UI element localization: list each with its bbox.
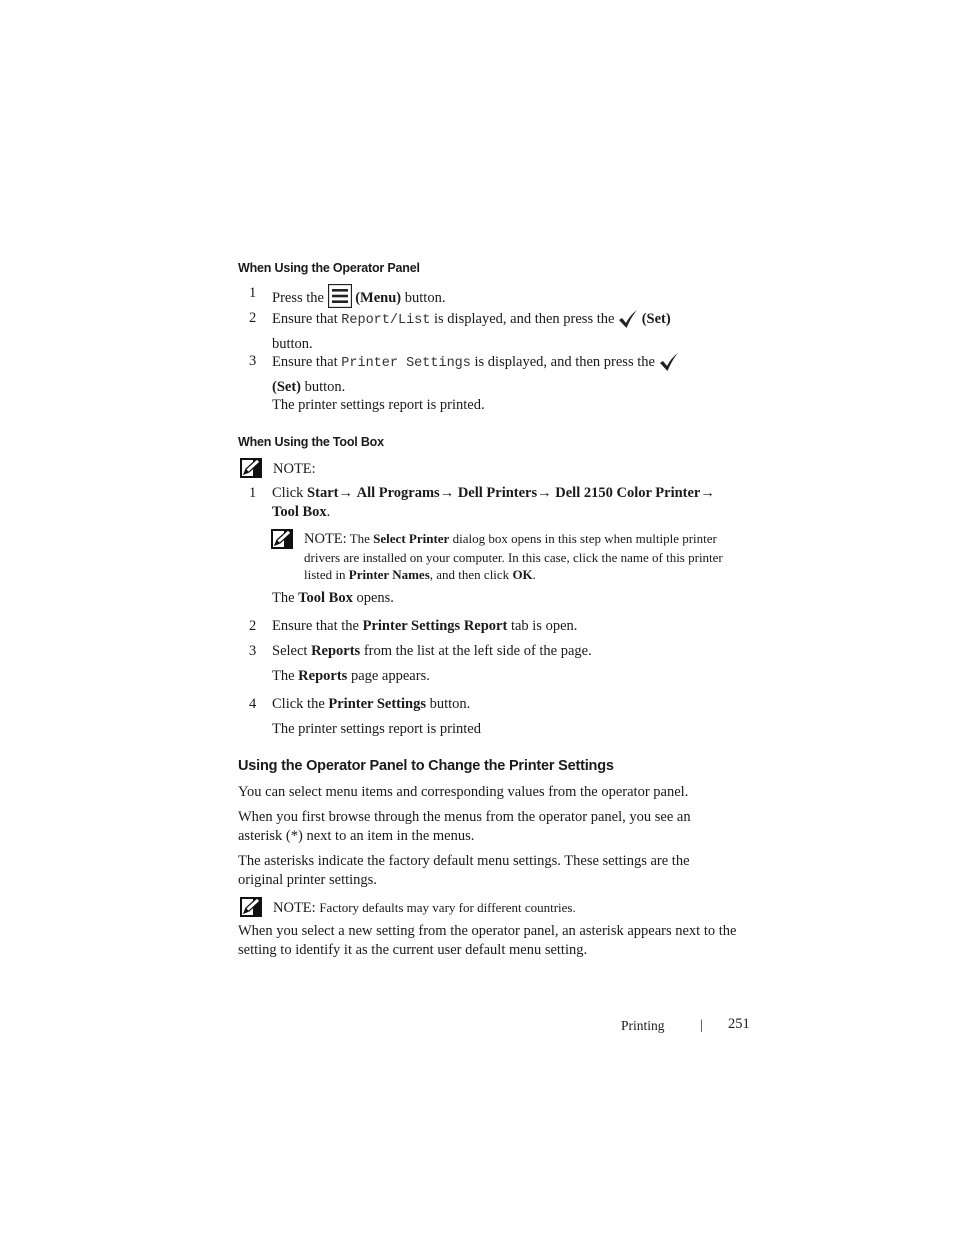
note-pencil-icon — [240, 897, 262, 917]
result-text: The printer settings report is printed. — [272, 397, 485, 413]
step-text: Select Reports from the list at the left side of the page. — [272, 643, 592, 659]
checkmark-icon — [659, 352, 679, 378]
section-heading-operator-panel: When Using the Operator Panel — [238, 261, 420, 275]
result-text: The Reports page appears. — [272, 668, 430, 684]
step-number: 1 — [249, 485, 257, 501]
section-heading-change-settings: Using the Operator Panel to Change the Printer Settings — [238, 758, 614, 774]
note-label: NOTE: — [273, 461, 316, 477]
step-text: Ensure that Report/List is displayed, and then press the (Set) button. — [272, 311, 671, 352]
step-number: 3 — [249, 353, 257, 369]
paragraph: You can select menu items and corresponding values from the operator panel. — [238, 784, 689, 800]
result-text: The printer settings report is printed — [272, 721, 481, 737]
note-pencil-icon — [240, 458, 262, 478]
footer-separator: | — [700, 1017, 703, 1032]
step-text: Ensure that the Printer Settings Report tab is open. — [272, 618, 578, 634]
step-number: 2 — [249, 618, 257, 634]
checkmark-icon — [618, 309, 638, 335]
result-text: The Tool Box opens. — [272, 590, 394, 606]
note-pencil-icon — [271, 529, 293, 549]
paragraph: When you select a new setting from the operator panel, an asterisk appears next to the setting to identify it as the current user default menu setting. — [238, 923, 737, 958]
paragraph: When you first browse through the menus from the operator panel, you see an asterisk (*) next to an item in the menus. — [238, 809, 691, 844]
paragraph: The asterisks indicate the factory default menu settings. These settings are the original printer settings. — [238, 853, 690, 888]
step-number: 2 — [249, 310, 257, 326]
step-text: Ensure that Printer Settings is displayed, and then press the (Set) button. — [272, 352, 742, 397]
inner-note-text: NOTE: The Select Printer dialog box opens in this step when multiple printer drivers are installed on your computer. In this case, click the name of this printer listed in Printer Names, and then click OK. — [304, 531, 723, 582]
page-number: 251 — [728, 1016, 750, 1032]
section-heading-tool-box: When Using the Tool Box — [238, 435, 384, 449]
step-text: Press the (Menu) button. — [272, 284, 742, 314]
step-number: 4 — [249, 696, 257, 712]
step-text: Click Start→ All Programs→ Dell Printers→ Dell 2150 Color Printer→ Tool Box. — [272, 485, 715, 520]
step-number: 1 — [249, 285, 257, 301]
step-number: 3 — [249, 643, 257, 659]
step-text: Click the Printer Settings button. — [272, 696, 471, 712]
footer-section-name: Printing — [621, 1018, 665, 1033]
note-text: NOTE: Factory defaults may vary for different countries. — [273, 900, 576, 916]
